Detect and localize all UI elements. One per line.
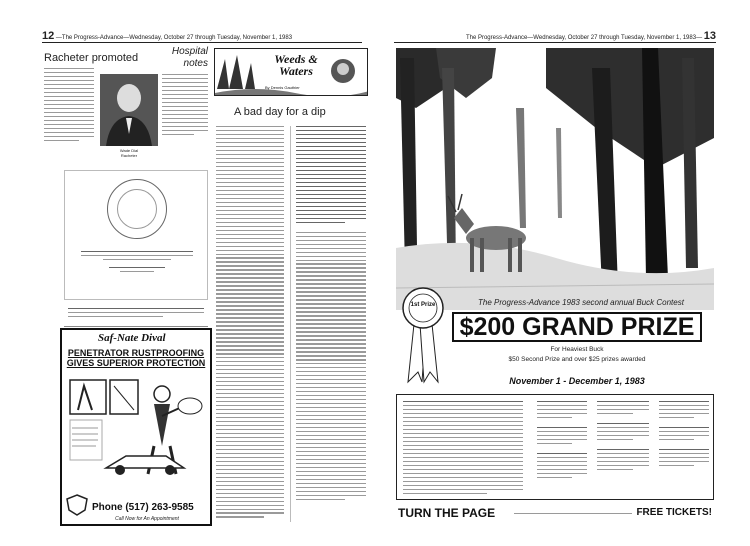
ad-illustration xyxy=(66,376,206,486)
rustproofing-ad xyxy=(60,328,212,526)
ad-brand: Saf-Nate Dival xyxy=(98,332,166,344)
racheter-article-text xyxy=(44,68,94,144)
weeds-waters-title: Weeds & Waters xyxy=(274,52,318,78)
racheter-photo-caption xyxy=(100,148,158,158)
contest-intro: The Progress-Advance 1983 second annual Buck Contest xyxy=(478,298,684,307)
ad-tagline: Call Now for An Appointment xyxy=(115,516,179,522)
contest-dates: November 1 - December 1, 1983 xyxy=(509,376,645,386)
award-text xyxy=(81,251,193,275)
racheter-headline: Racheter promoted xyxy=(44,52,139,64)
contest-entry-table xyxy=(396,394,714,500)
entry-sponsors-column-3 xyxy=(659,401,709,469)
right-folio-text: The Progress-Advance—Wednesday, October 27 through Tuesday, November 1, 1983— xyxy=(465,35,703,41)
weeds-column-1 xyxy=(216,126,284,520)
grand-prize-text: $200 GRAND PRIZE xyxy=(459,313,695,341)
caption-name: Wade Dial xyxy=(119,148,139,153)
left-newspaper-page xyxy=(38,22,370,530)
award-rule xyxy=(64,326,208,327)
hospital-notes-text xyxy=(162,74,208,138)
ad-headline: PENETRATOR RUSTPROOFING GIVES SUPERIOR PROTECTION xyxy=(66,348,206,368)
column-divider xyxy=(290,126,291,522)
weeds-waters-byline: By Dennis Gauthier xyxy=(265,85,300,90)
first-prize-ribbon xyxy=(400,284,446,384)
right-header-rule xyxy=(394,42,716,43)
caption-sub: Racheter xyxy=(120,153,138,158)
left-page-number: 12 xyxy=(42,30,55,42)
right-page-number: 13 xyxy=(703,30,716,42)
award-footnote-text xyxy=(68,308,204,320)
ribbon-text: 1st Prize xyxy=(410,302,436,308)
turn-the-page-label: TURN THE PAGE xyxy=(398,506,496,520)
weeds-column-2 xyxy=(296,126,366,503)
left-folio xyxy=(42,30,292,42)
free-tickets-label: FREE TICKETS! xyxy=(636,507,712,518)
turn-bar-fine-print xyxy=(514,513,632,514)
right-newspaper-page xyxy=(390,22,720,530)
hospital-notes-headline: Hospital notes xyxy=(171,46,208,69)
prize-sub-2: $50 Second Prize and over $25 prizes awarded xyxy=(508,356,646,363)
ad-phone: Phone (517) 263-9585 xyxy=(92,502,194,513)
turn-the-page-bar xyxy=(396,506,714,522)
grand-prize-box xyxy=(452,312,702,342)
prize-sub: For Heaviest Buck xyxy=(550,346,604,353)
left-header-rule xyxy=(42,42,362,43)
forest-deer-illustration xyxy=(396,48,714,310)
entry-rules-column xyxy=(403,401,523,497)
ad-shield-icon xyxy=(66,494,88,516)
racheter-photo xyxy=(100,74,158,146)
left-folio-text: —The Progress-Advance—Wednesday, October 27 through Tuesday, November 1, 1983 xyxy=(55,35,293,41)
right-folio xyxy=(466,30,716,42)
award-seal-box xyxy=(64,170,208,300)
award-seal-inner xyxy=(117,189,157,229)
entry-sponsors-column-2 xyxy=(597,401,649,473)
weeds-waters-banner xyxy=(214,48,368,96)
bad-day-headline: A bad day for a dip xyxy=(234,106,326,118)
entry-sponsors-column-1 xyxy=(537,401,587,481)
